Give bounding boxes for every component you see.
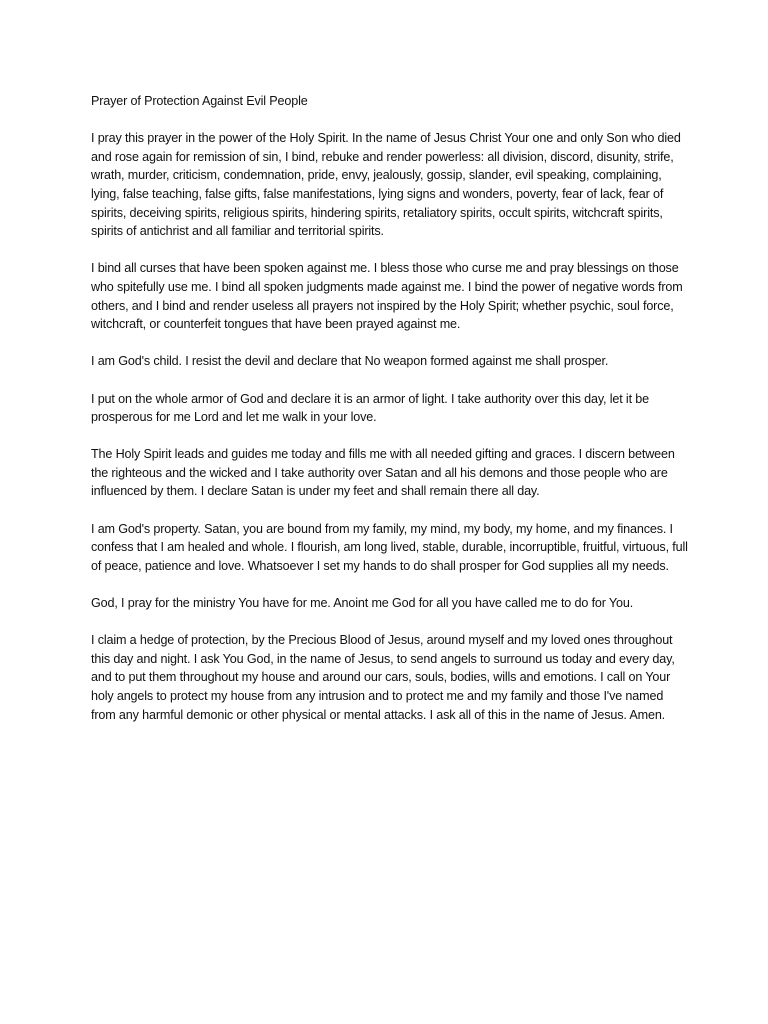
paragraph-1: I pray this prayer in the power of the Holy Spirit. In the name of Jesus Christ Your one and only Son who died and rose again for remission of sin, I bind, rebuke and render powerless: all division, discord, disunity, strife, wrath, murder, criticism, condemnation, pride, envy, jealously, gossip, slander, evil speaking, complaining, lying, false teaching, false gifts, false manifestations, lying signs and wonders, poverty, fear of lack, fear of spirits, deceiving spirits, religious spirits, hindering spirits, retaliatory spirits, occult spirits, witchcraft spirits, spirits of antichrist and all familiar and territorial spirits. (91, 131, 681, 239)
paragraph-8: I claim a hedge of protection, by the Precious Blood of Jesus, around myself and my loved ones throughout this day and night. I ask You God, in the name of Jesus, to send angels to surround us today and every day, and to put them throughout my house and around our cars, souls, bodies, wills and emotions. I call on Your holy angels to protect my house from any intrusion and to protect me and my family and those I've named from any harmful demonic or other physical or mental attacks. I ask all of this in the name of Jesus. Amen. (91, 633, 675, 722)
paragraph-6: I am God's property. Satan, you are bound from my family, my mind, my body, my home, and my finances. I confess that I am healed and whole. I flourish, am long lived, stable, durable, incorruptible, fruitful, virtuous, full of peace, patience and love. Whatsoever I set my hands to do shall prosper for God supplies all my needs. (91, 521, 688, 573)
document-title: Prayer of Protection Against Evil People (91, 94, 308, 108)
paragraph-2: I bind all curses that have been spoken against me. I bless those who curse me and pray blessings on those who spitefully use me. I bind all spoken judgments made against me. I bind the power of negative words from others, and I bind and render useless all prayers not inspired by the Holy Spirit; whether psychic, soul force, witchcraft, or counterfeit tongues that have been prayed against me. (91, 261, 683, 332)
document-body (91, 92, 691, 743)
paragraph-7: God, I pray for the ministry You have for me. Anoint me God for all you have called me to do for You. (91, 596, 634, 611)
paragraph-5: The Holy Spirit leads and guides me today and fills me with all needed gifting and graces. I discern between the righteous and the wicked and I take authority over Satan and all his demons and those people who are influenced by them. I declare Satan is under my feet and shall remain there all day. (91, 447, 675, 499)
paragraph-3: I am God's child. I resist the devil and declare that No weapon formed against me shall prosper. (91, 354, 609, 369)
paragraph-4: I put on the whole armor of God and declare it is an armor of light. I take authority over this day, let it be prosperous for me Lord and let me walk in your love. (91, 391, 649, 425)
